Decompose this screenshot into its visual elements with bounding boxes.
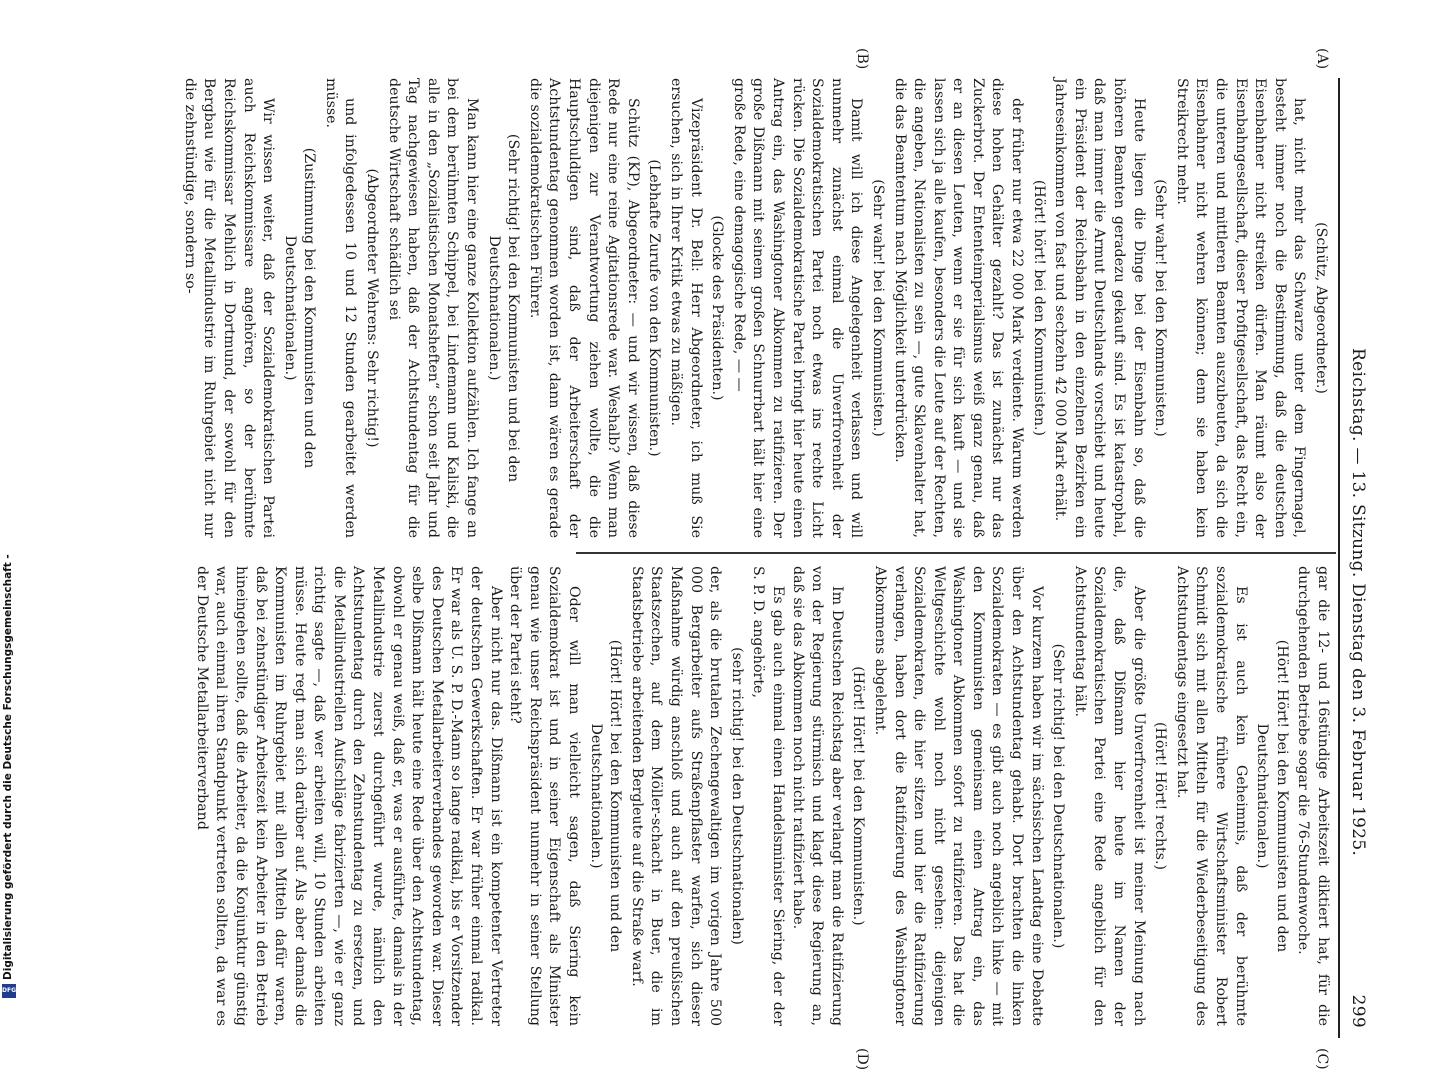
- paragraph: Vor kurzem haben wir im sächsischen Landtag eine Debatte über den Achtstundentag gehabt. Dort brachten die linken Sozialdemokraten — es gibt auch noch angeblich linke — mit den Kommunisten gemeinsam einen Antrag ein, das Washingtoner Abkommen sofort zu ratifizieren. Das hat die Weltgeschichte wohl noch nicht gesehen: diejenigen Sozialdemokraten, die hier sitzen und hier die Ratifizierung verlangen, haben dort die Ratifizierung des Washingtoner Abkommens abgelehnt.: [871, 566, 1045, 1026]
- interjection: (Abgeordneter Wehrens: Sehr richtig!): [364, 168, 381, 448]
- column-divider: [576, 552, 1336, 554]
- interjection: (Zustimmung bei den Kommunisten und den Deutschnationalen.): [281, 147, 318, 469]
- footer-credit: Digitalisierung gefördert durch die Deutsche Forschungsgemeinschaft -: [2, 554, 14, 980]
- interjection: (Hört! hört! bei den Kommunisten.): [1030, 179, 1047, 437]
- paragraph: Im Deutschen Reichstag aber verlangt man die Ratifizierung von der Regierung stürmisch und klagt diese Regierung an, daß sie das Abkommen noch nicht ratifiziert habe.: [789, 566, 845, 1026]
- paragraph: hat, nicht mehr das Schwarze unter dem Fingernagel, besteht immer noch die Bestimmung, daß die deutschen Eisenbahner nicht streiken dürfen. Man räumt also der Eisenbahngesellschaft, dieser Profitgesellschaft, das Recht ein, die unteren und mittleren Beamten auszubeuten, da sich die Eisenbahner nicht wehren können; denn sie haben kein Streikrecht mehr.: [1173, 78, 1308, 538]
- margin-mark-a: (A): [1314, 48, 1330, 70]
- interjection: (Sehr wahr! bei den Kommunisten.): [869, 179, 886, 437]
- paragraph: Aber die größte Unverfrorenheit ist meiner Meinung nach die, daß Dißmann hier heute im Namen der Sozialdemokratischen Partei eine Rede angeblich für den Achtstundentag hält.: [1071, 566, 1147, 1026]
- paragraph: der früher nur etwa 22 000 Mark verdiente. Warum werden diese hohen Gehälter gezahlt? Das ist zunächst nur das Zuckerbrot. Der Ententeimperialismus weiß ganz genau, daß er an diesen Leuten, wenn er sie für sich kauft — und sie lassen sich ja alle kaufen, besonders die Leute auf der Rechten, die angeben, Nationalisten zu sein —, gute Sklavenhalter hat, die das Beamtentum nach Möglichkeit unterdrücken.: [891, 78, 1026, 538]
- digitization-footer: [2, 554, 18, 994]
- dfg-logo: DFG: [2, 984, 16, 998]
- interjection: (Sehr richtig! bei den Kommunisten und bei den Deutschnationalen.): [485, 133, 522, 483]
- paragraph: Aber nicht nur das. Dißmann ist ein kompetenter Vertreter der deutschen Gewerkschaften. Er war früher einmal radikal. Er war als U. S. P. D.-Mann so lange radikal, bis er Vorsitzender des Deutschen Metallarbeiterverbandes geworden war. Dieser selbe Dißmann hält heute eine Rede über den Achtstundentag, obwohl er genau weiß, daß er, was er ausführte, damals in der Metallindustrie zuerst durchgeführt wurde, nämlich den Achtstundentag durch den Zehnstundentag zu ersetzen, und die Metallindustriellen Aufschläge fabrizierten —, wie er ganz richtig sagte —, daß wer arbeiten will, 10 Stunden arbeiten müsse. Heute regt man sich darüber auf. Als aber damals die Kommunisten im Ruhrgebiet mit allen Mitteln dafür waren, daß bei zehnstündiger Arbeitszeit kein Arbeiter in den Betrieb hineingehen sollte, daß die Arbeiter, da die Konjunktur günstig war, auch einmal ihren Standpunkt vertreten sollten, da war es der Deutsche Metallarbeiterverband: [193, 566, 504, 1026]
- margin-mark-d: (D): [854, 1048, 870, 1070]
- interjection: (sehr richtig! bei den Deutschnationalen): [728, 647, 745, 945]
- interjection: (Hört! Hört! bei den Kommunisten.): [850, 666, 867, 926]
- margin-mark-b: (B): [854, 48, 870, 70]
- header-rule: [1338, 78, 1340, 1038]
- interjection: (Glocke des Präsidenten.): [709, 215, 726, 401]
- interjection: (Sehr richtig! bei den Deutschnationalen.): [1050, 643, 1067, 949]
- paragraph: Vizepräsident Dr. Bell: Herr Abgeordneter, ich muß Sie ersuchen, sich in Ihrer Kritik etwas zu mäßigen.: [668, 78, 704, 538]
- interjection: (Hört! Hört! rechts.): [1152, 721, 1169, 871]
- paragraph: Es ist auch kein Geheimnis, daß der berühmte sozialdemokratische frühere Wirtschaftsminister Robert Schmidt sich mit allen Mitteln für die Wiederbeseitigung des Achtstundentags eingesetzt hat.: [1173, 566, 1249, 1026]
- paragraph: Schütz (KP), Abgeordneter: — und wir wissen, daß diese Rede nur eine reine Agitationsrede war. Weshalb? Wenn man diejenigen zur Verantwortung ziehen wollte, die die Hauptschuldigen sind, daß der Arbeiterschaft der Achtstundentag genommen worden ist, dann wären es gerade die sozialdemokratischen Führer.: [526, 78, 641, 538]
- left-column: [179, 78, 1332, 538]
- interjection: (Hört! Hört! bei den Kommunisten und den Deutschnationalen.): [1254, 639, 1290, 953]
- paragraph: gar die 12- und 16stündige Arbeitszeit diktiert hat, für die durchgehenden Betriebe sogar die 76-Stundenwoche.: [1295, 566, 1331, 1026]
- page-number: 299: [1348, 994, 1368, 1028]
- margin-mark-c: (C): [1314, 1048, 1330, 1070]
- paragraph: Heute liegen die Dinge bei der Eisenbahn so, daß die höheren Beamten geradezu gekauft sind. Es ist katastrophal, daß man immer die Armut Deutschlands vorschiebt und heute ein Präsident der Reichsbahn in den einzelnen Bezirken ein Jahreseinkommen von fast und sechzehn 42 000 Mark erhält.: [1052, 78, 1147, 538]
- paragraph: Man kann hier eine ganze Kollektion aufzählen. Ich fange an bei dem berühmten Schippel, bei Lindemann und Kaliski, die alle in den „Sozialistischen Monatsheften“ schon seit Jahr und Tag nachgewiesen haben, daß der Achtstundentag für die deutsche Wirtschaft schädlich sei: [385, 78, 481, 538]
- paragraph: Wir wissen weiter, daß der Sozialdemokratischen Partei auch Reichskommissare angehören, so der berühmte Reichskommissar Mehlich in Dortmund, der sowohl für den Bergbau wie für die Metallindustrie im Ruhrgebiet nicht nur die zehnstündige, sondern so-: [181, 78, 277, 538]
- paragraph: der, als die brutalen Zechengewaltigen im vorigen Jahre 500 000 Bergarbeiter aufs Straßenpflaster warfen, sich dieser Maßnahme würdig anschloß und auch auf den preußischen Staatszechen, auf dem Möller-schacht in Buer, die im Staatsbetriebe arbeitenden Bergleute auf die Straße warf.: [628, 566, 724, 1026]
- interjection: (Lebhafte Zurufe von den Kommunisten.): [646, 159, 663, 457]
- paragraph: und infolgedessen 10 und 12 Stunden gearbeitet werden müsse.: [322, 78, 359, 538]
- speaker-heading: (Schütz, Abgeordneter.): [1313, 222, 1329, 394]
- right-column: [191, 566, 1332, 1026]
- page-title: Reichstag. — 13. Sitzung. Dienstag den 3. Februar 1925.: [1348, 348, 1368, 857]
- document-page: [120, 48, 1370, 1070]
- page-header: [1340, 78, 1370, 1038]
- paragraph: Es gab auch einmal einen Handelsminister Siering, der der S. P. D. angehörte,: [750, 566, 786, 1026]
- paragraph: Oder will man vielleicht sagen, daß Siering kein Sozialdemokrat ist und in seiner Eigenschaft als Minister genau wie unser Reichspräsident nunmehr in seiner Stellung über der Partei steht?: [507, 566, 583, 1026]
- interjection: (Hört! Hört! bei den Kommunisten und den Deutschnationalen.): [587, 639, 624, 953]
- interjection: (Sehr wahr! bei den Kommunisten.): [1152, 179, 1169, 437]
- paragraph: Damit will ich diese Angelegenheit verlassen und will nunmehr zunächst einmal die Unverfrorenheit der Sozialdemokratischen Partei noch etwas ins rechte Licht rücken. Die Sozialdemokratische Partei bringt hier heute einen Antrag ein, das Washingtoner Abkommen zu ratifizieren. Der große Dißmann mit seinem großen Schnurrbart hält hier eine große Rede, eine demagogische Rede, — —: [730, 78, 865, 538]
